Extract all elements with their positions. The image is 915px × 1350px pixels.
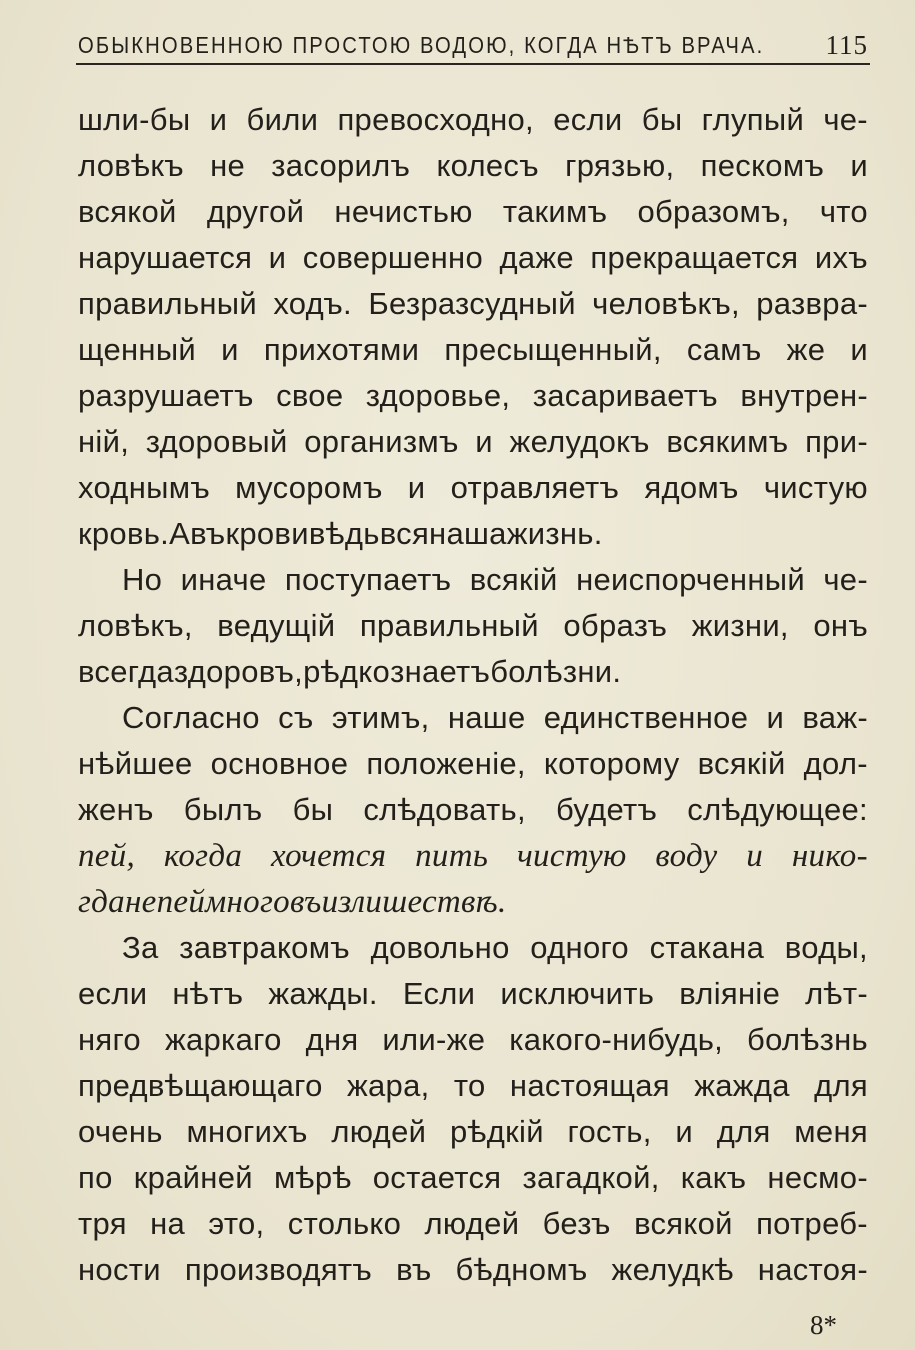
word: ходъ. [273, 286, 352, 321]
word: важ- [802, 700, 868, 735]
word: слѣдовать, [363, 792, 526, 827]
word: остается [372, 1160, 502, 1195]
word: или-же [382, 1022, 486, 1057]
running-head [78, 28, 868, 62]
word: знаетъ [390, 654, 491, 689]
word: воду [655, 838, 718, 874]
word: прекращается [590, 240, 799, 275]
word: потреб- [756, 1206, 868, 1241]
word: всякій [697, 746, 786, 781]
word: то [453, 1068, 486, 1103]
word: ній, [78, 424, 130, 459]
word: Но [122, 562, 163, 597]
italic-text-line [78, 833, 868, 879]
word: свое [276, 378, 344, 413]
word: предвѣщающаго [78, 1068, 323, 1103]
word: кровь. [78, 516, 170, 551]
word: засорилъ [271, 148, 411, 183]
word: воды, [784, 930, 868, 965]
word: ведущій [217, 608, 336, 643]
word: жара, [346, 1068, 430, 1103]
text-line [78, 925, 868, 971]
word: бы [641, 102, 683, 137]
word: всегда [78, 654, 174, 689]
text-line [78, 465, 868, 511]
word: меня [794, 1114, 868, 1149]
word: и [268, 240, 287, 275]
text-line [78, 603, 868, 649]
word: дол- [803, 746, 868, 781]
word: такимъ [502, 194, 608, 229]
word: мѣрѣ [273, 1160, 352, 1195]
word: разрушаетъ [78, 378, 254, 413]
word: положеніе, [366, 746, 526, 781]
text-line [78, 419, 868, 465]
word: ловѣкъ, [78, 608, 193, 643]
text-line [78, 1155, 868, 1201]
word: будетъ [555, 792, 658, 827]
word: что [819, 194, 868, 229]
word: для [814, 1068, 868, 1103]
word: шли-бы [78, 102, 191, 137]
word: безъ [542, 1206, 611, 1241]
word: здоровый [145, 424, 288, 459]
word: слѣдующее: [687, 792, 868, 827]
word: и [850, 148, 868, 183]
word: Безразсудный [368, 286, 576, 321]
word: пей, [78, 838, 136, 874]
header-rule [76, 63, 870, 65]
word: основное [210, 746, 349, 781]
text-line [78, 695, 868, 741]
text-line [78, 281, 868, 327]
word: и [221, 332, 239, 367]
word: излишествѣ. [321, 884, 507, 920]
word: жажда [694, 1068, 790, 1103]
word: стакана [649, 930, 765, 965]
word: развра- [756, 286, 868, 321]
word: какого-нибудь, [509, 1022, 724, 1057]
word: въ [289, 884, 322, 920]
body-text [78, 97, 868, 1293]
word: несмо- [767, 1160, 868, 1195]
word: многихъ [186, 1114, 308, 1149]
word: че- [823, 102, 868, 137]
word: превосходно, [337, 102, 534, 137]
word: столько [287, 1206, 402, 1241]
text-line [78, 1063, 868, 1109]
word: чистую [516, 838, 627, 874]
word: и [209, 102, 228, 137]
word: поступаетъ [284, 562, 452, 597]
word: правильный [78, 286, 258, 321]
word: хочется [270, 838, 387, 874]
word: же [786, 332, 826, 367]
word: жизни, [691, 608, 789, 643]
word: производятъ [184, 1252, 373, 1287]
running-head-title: ОБЫКНОВЕННОЮ ПРОСТОЮ ВОДОЮ, КОГДА НѢТЪ ВРАЧА. [78, 32, 765, 58]
word: наша [429, 516, 507, 551]
word: жаркаго [164, 1022, 282, 1057]
word: здоровъ, [173, 654, 304, 689]
word: жажды. [268, 976, 378, 1011]
word: чистую [763, 470, 868, 505]
word: которому [543, 746, 680, 781]
word: вѣдь [308, 516, 380, 551]
word: другой [206, 194, 305, 229]
word: рѣдко [303, 654, 391, 689]
word: ности [78, 1252, 161, 1287]
signature-mark: 8* [810, 1310, 837, 1340]
word: че- [823, 562, 868, 597]
word: и [675, 1114, 694, 1149]
word: ловѣкъ [78, 148, 184, 183]
word: прихотями [263, 332, 420, 367]
word: и [407, 470, 426, 505]
word: нечистью [334, 194, 473, 229]
word: одного [530, 930, 629, 965]
word: настоя- [757, 1252, 868, 1287]
word: пить [415, 838, 489, 874]
word: вліяніе [679, 976, 781, 1011]
word: съ [278, 700, 314, 735]
italic-text-line [78, 879, 868, 925]
word: дня [305, 1022, 359, 1057]
word: бѣдномъ [455, 1252, 588, 1287]
text-line [78, 557, 868, 603]
word: неиспорченный [576, 562, 805, 597]
word: и [766, 700, 785, 735]
word: это, [208, 1206, 265, 1241]
word: няго [78, 1022, 141, 1057]
text-line [78, 787, 868, 833]
word: болѣзни. [490, 654, 622, 689]
word: всякой [78, 194, 177, 229]
word: совершенно [302, 240, 483, 275]
word: когда [163, 838, 243, 874]
word: За [122, 930, 159, 965]
word: правильный [359, 608, 539, 643]
word: нѣйшее [78, 746, 193, 781]
word: если [78, 976, 148, 1011]
word: онъ [813, 608, 868, 643]
text-line [78, 511, 868, 557]
word: исключить [500, 976, 655, 1011]
word: щенный [78, 332, 197, 367]
word: колесъ [436, 148, 539, 183]
word: мусоромъ [235, 470, 383, 505]
word: вся [379, 516, 430, 551]
word: въ [396, 1252, 432, 1287]
word: людей [331, 1114, 427, 1149]
word: засариваетъ [532, 378, 718, 413]
word: людей [424, 1206, 520, 1241]
word: былъ [183, 792, 263, 827]
text-line [78, 373, 868, 419]
word: нѣтъ [172, 976, 244, 1011]
text-line [78, 1201, 868, 1247]
word: лѣт- [805, 976, 868, 1011]
text-line [78, 649, 868, 695]
text-line [78, 143, 868, 189]
word: рѣдкій [449, 1114, 544, 1149]
word: грязью, [565, 148, 675, 183]
word: завтракомъ [179, 930, 350, 965]
word: не [124, 884, 157, 920]
word: глупый [701, 102, 805, 137]
word: наше [447, 700, 526, 735]
word: не [210, 148, 246, 183]
word: ихъ [814, 240, 868, 275]
word: загадкой, [522, 1160, 660, 1195]
word: тря [78, 1206, 127, 1241]
word: отравляетъ [450, 470, 620, 505]
word: крови [225, 516, 309, 551]
word: этимъ, [331, 700, 430, 735]
word: много [205, 884, 290, 920]
text-line [78, 1247, 868, 1293]
word: пескомъ [700, 148, 825, 183]
word: Если [402, 976, 476, 1011]
text-line [78, 1017, 868, 1063]
word: Согласно [122, 700, 260, 735]
word: если [553, 102, 623, 137]
word: ходнымъ [78, 470, 210, 505]
word: при- [805, 424, 868, 459]
word: по [78, 1160, 113, 1195]
word: бы [292, 792, 334, 827]
word: пей [156, 884, 206, 920]
text-line [78, 235, 868, 281]
word: женъ [78, 792, 154, 827]
word: крайней [133, 1160, 253, 1195]
word: жизнь. [506, 516, 603, 551]
text-line [78, 1109, 868, 1155]
word: и [850, 332, 868, 367]
word: какъ [680, 1160, 747, 1195]
page-number: 115 [825, 30, 868, 60]
word: и [746, 838, 764, 874]
word: иначе [180, 562, 267, 597]
word: на [150, 1206, 186, 1241]
word: били [246, 102, 319, 137]
word: гость, [567, 1114, 652, 1149]
word: очень [78, 1114, 163, 1149]
word: человѣкъ, [592, 286, 740, 321]
word: образомъ, [637, 194, 790, 229]
word: ядомъ [644, 470, 739, 505]
word: для [716, 1114, 771, 1149]
word: образъ [563, 608, 668, 643]
word: самъ [686, 332, 762, 367]
word: въ [190, 516, 226, 551]
word: А [169, 516, 191, 551]
word: настоящая [509, 1068, 670, 1103]
word: всякимъ [666, 424, 789, 459]
word: внутрен- [740, 378, 868, 413]
word: гда [78, 884, 125, 920]
word: желудкѣ [611, 1252, 734, 1287]
text-line [78, 327, 868, 373]
text-line [78, 189, 868, 235]
text-line [78, 97, 868, 143]
word: единственное [543, 700, 749, 735]
word: желудокъ [509, 424, 650, 459]
word: нико- [791, 838, 868, 874]
word: довольно [370, 930, 510, 965]
word: болѣзнь [747, 1022, 868, 1057]
word: даже [499, 240, 574, 275]
word: нарушается [78, 240, 253, 275]
text-line [78, 741, 868, 787]
word: и [475, 424, 493, 459]
word: пресыщенный, [444, 332, 662, 367]
word: всякой [634, 1206, 733, 1241]
word: всякій [469, 562, 558, 597]
text-line [78, 971, 868, 1017]
word: здоровье, [365, 378, 511, 413]
word: организмъ [304, 424, 459, 459]
